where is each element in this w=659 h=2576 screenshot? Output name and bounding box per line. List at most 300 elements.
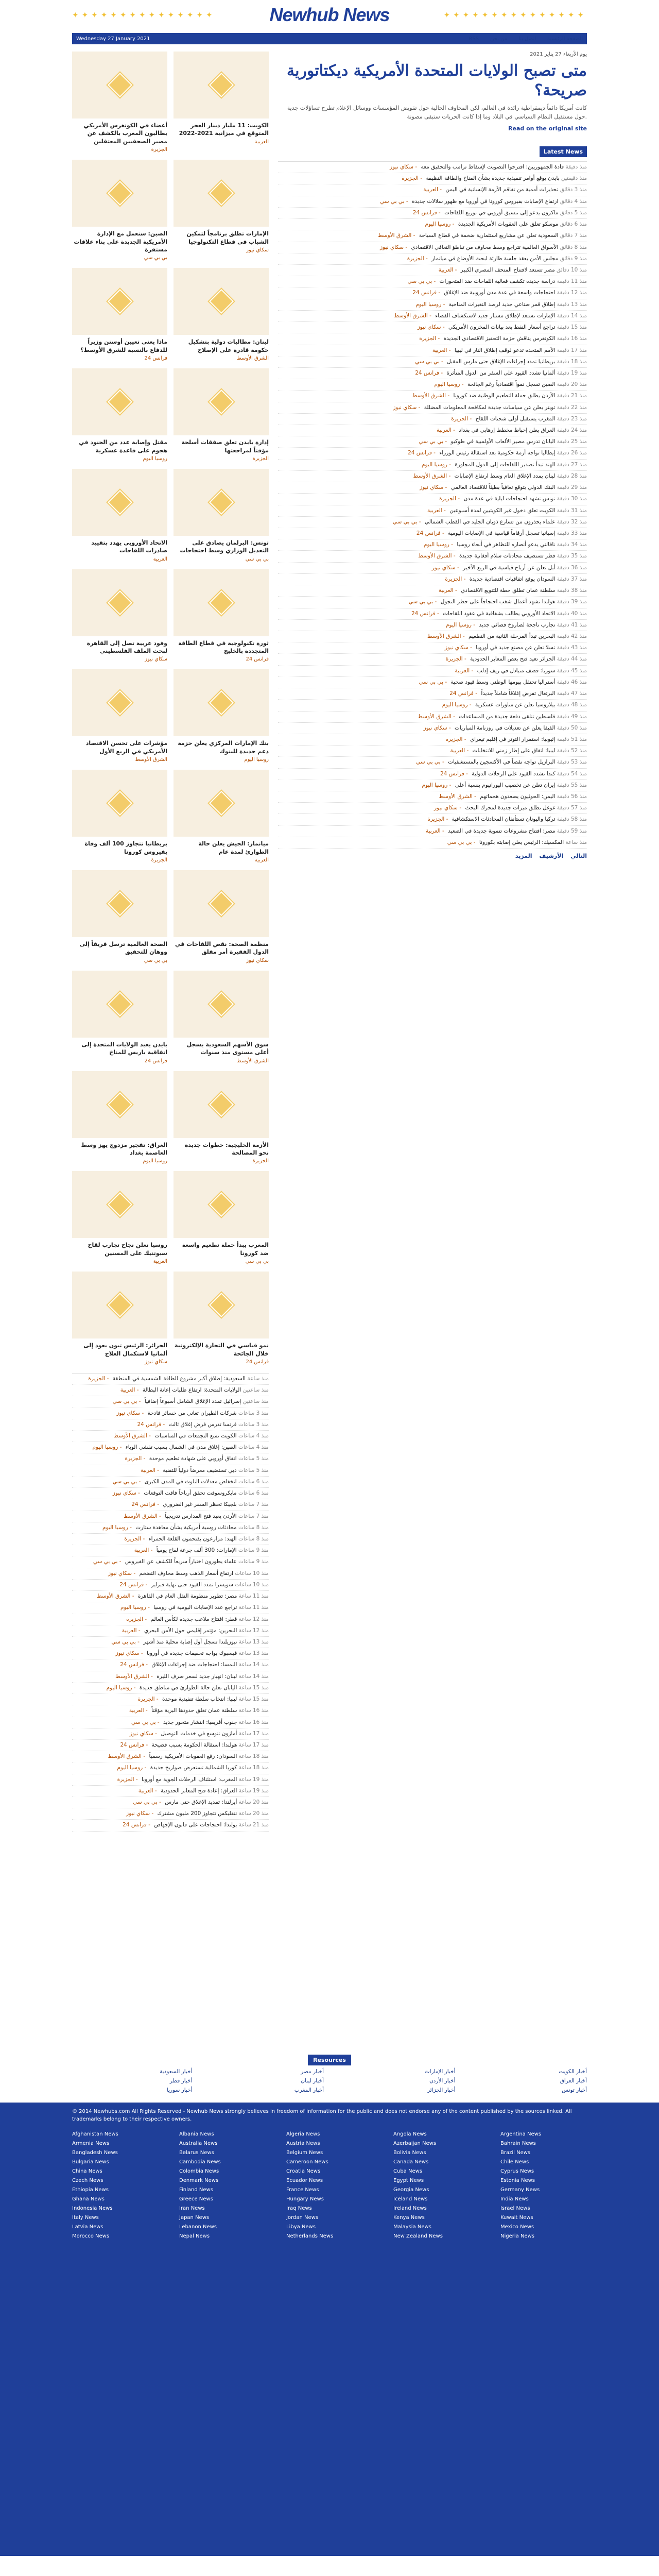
footer-country-link[interactable]: Germany News [500, 2187, 540, 2193]
item-source[interactable]: - فرانس 24 [119, 1581, 149, 1588]
list-item[interactable] [278, 184, 587, 196]
list-item[interactable] [72, 1408, 269, 1419]
item-source[interactable]: - بي بي سي [392, 518, 423, 525]
item-source[interactable]: - الجزيرة [451, 415, 474, 422]
thumbnail-image[interactable] [72, 160, 167, 227]
featured-tile[interactable] [174, 469, 269, 562]
thumbnail-image[interactable] [72, 1071, 167, 1138]
item-headline[interactable]: إسرائيل تمدد الإغلاق الشامل أسبوعاً إضافياً [144, 1398, 241, 1405]
list-item[interactable] [72, 1694, 269, 1705]
pagination-link[interactable]: التالي [570, 853, 587, 860]
item-source[interactable]: - فرانس 24 [440, 770, 470, 777]
item-source[interactable]: - الجزيرة [137, 1696, 161, 1703]
footer-country-link[interactable]: Cambodia News [179, 2159, 221, 2165]
resource-link[interactable]: أخبار المغرب [294, 2087, 324, 2093]
item-source[interactable]: - بي بي سي [408, 599, 439, 605]
footer-country-link[interactable]: Indonesia News [72, 2206, 113, 2211]
item-headline[interactable]: سويسرا تمدد القيود حتى نهاية فبراير [151, 1581, 233, 1588]
item-source[interactable]: - فرانس 24 [411, 610, 441, 617]
item-headline[interactable]: ألمانيا تشدد القيود على السفر من الدول المتأثرة [446, 369, 556, 376]
item-headline[interactable]: بريطانيا تمدد إجراءات الإغلاق حتى مارس المقبل [447, 358, 556, 365]
featured-tile[interactable] [72, 368, 167, 462]
item-source[interactable]: - فرانس 24 [416, 530, 446, 536]
resource-link[interactable]: أخبار العراق [560, 2078, 587, 2084]
item-headline[interactable]: إثيوبيا: استمرار التوتر في إقليم تيغراي [470, 736, 556, 742]
item-source[interactable]: - سكاي نيوز [380, 244, 409, 250]
item-headline[interactable]: البحرين تبدأ المرحلة الثانية من التطعيم [468, 633, 556, 639]
item-headline[interactable]: الهند تبدأ تصدير اللقاحات إلى الدول المجاورة [455, 461, 556, 468]
item-source[interactable]: - سكاي نيوز [423, 724, 453, 731]
featured-tile[interactable] [72, 268, 167, 361]
footer-country-link[interactable]: Belgium News [286, 2150, 323, 2156]
list-item[interactable] [72, 1396, 269, 1408]
item-source[interactable]: - سكاي نيوز [116, 1410, 146, 1416]
list-item[interactable] [278, 471, 587, 482]
item-source[interactable]: - روسيا اليوم [434, 381, 465, 388]
list-item[interactable] [278, 803, 587, 814]
item-headline[interactable]: الأسواق العالمية تتراجع وسط مخاوف من تباطؤ التعافي الاقتصادي [411, 244, 559, 250]
item-headline[interactable]: سلطنة عمان تغلق حدودها البرية مؤقتاً [151, 1707, 237, 1714]
resource-link[interactable]: أخبار قطر [169, 2078, 193, 2084]
item-headline[interactable]: إطلاق قمر صناعي جديد لرصد التغيرات المناخية [448, 301, 556, 308]
list-item[interactable] [278, 505, 587, 517]
item-source[interactable]: - روسيا اليوم [102, 1524, 134, 1531]
item-source[interactable]: - فرانس 24 [123, 1822, 152, 1828]
featured-tile[interactable] [174, 971, 269, 1064]
footer-country-link[interactable]: Libya News [286, 2224, 316, 2230]
item-source[interactable]: - روسيا اليوم [415, 301, 447, 308]
featured-tile[interactable] [72, 1272, 167, 1365]
list-item[interactable] [72, 1740, 269, 1751]
list-item[interactable] [72, 1728, 269, 1740]
list-item[interactable] [278, 265, 587, 276]
item-source[interactable]: - فرانس 24 [120, 1741, 150, 1748]
list-item[interactable] [278, 322, 587, 333]
item-headline[interactable]: البنك الدولي يتوقع تعافياً بطيئاً للاقتصاد العالمي [450, 484, 556, 491]
item-headline[interactable]: ليبيا: انتخاب سلطة تنفيذية موحدة [162, 1696, 237, 1703]
item-headline[interactable]: دراسة جديدة تكشف فعالية اللقاحات ضد المتحورات [439, 278, 556, 285]
list-item[interactable] [72, 1797, 269, 1808]
list-item[interactable] [72, 1751, 269, 1762]
footer-country-link[interactable]: Greece News [179, 2196, 213, 2202]
item-source[interactable]: - الشرق الأوسط [108, 1753, 147, 1760]
item-headline[interactable]: مصر: تطوير منظومة النقل العام في القاهرة [137, 1593, 237, 1600]
item-headline[interactable]: بلجيكا تحظر السفر غير الضروري [163, 1501, 237, 1508]
list-item[interactable] [72, 1374, 269, 1385]
item-headline[interactable]: اليابان تدرس مصير الألعاب الأولمبية في طوكيو [450, 438, 556, 445]
item-source[interactable]: - فرانس 24 [412, 290, 442, 296]
item-headline[interactable]: الأردن يطلق حملة التطعيم الوطنية ضد كورونا [453, 393, 556, 399]
item-source[interactable]: - روسيا اليوم [92, 1444, 124, 1451]
footer-country-link[interactable]: China News [72, 2168, 102, 2174]
resource-link[interactable]: أخبار مصر [301, 2069, 324, 2075]
list-item[interactable] [278, 482, 587, 494]
resource-link[interactable]: أخبار لبنان [301, 2078, 324, 2084]
featured-tile[interactable] [174, 1171, 269, 1264]
item-headline[interactable]: تجارب ناجحة لصاروخ فضائي جديد [479, 621, 556, 628]
item-source[interactable]: - العربية [134, 1547, 154, 1554]
footer-country-link[interactable]: Albania News [179, 2131, 214, 2137]
list-item[interactable] [278, 711, 587, 723]
item-headline[interactable]: السعودية تعلن عن مشاريع استثمارية ضخمة في قطاع السياحة [419, 232, 559, 239]
item-source[interactable]: - سكاي نيوز [126, 1810, 155, 1817]
thumbnail-image[interactable] [72, 669, 167, 736]
list-item[interactable] [72, 1453, 269, 1465]
featured-tile[interactable] [72, 160, 167, 261]
footer-country-link[interactable]: Israel News [500, 2206, 530, 2211]
list-item[interactable] [278, 745, 587, 757]
list-item[interactable] [278, 757, 587, 768]
resource-link[interactable]: أخبار سوريا [166, 2087, 193, 2093]
list-item[interactable] [278, 780, 587, 791]
list-item[interactable] [278, 585, 587, 597]
list-item[interactable] [72, 1705, 269, 1717]
item-source[interactable]: - العربية [438, 587, 459, 594]
footer-country-link[interactable]: Chile News [500, 2159, 529, 2165]
item-headline[interactable]: العراق يعلن إحباط مخطط إرهابي في بغداد [459, 427, 556, 434]
footer-country-link[interactable]: Cyprus News [500, 2168, 534, 2174]
list-item[interactable] [278, 528, 587, 539]
thumbnail-image[interactable] [174, 770, 269, 837]
list-item[interactable] [278, 666, 587, 677]
article-headline[interactable]: متى تصبح الولايات المتحدة الأمريكية ديكتاتورية صريحة؟ [286, 62, 587, 99]
item-headline[interactable]: تويتر يعلن عن سياسات جديدة لمكافحة المعلومات المضللة [424, 404, 556, 411]
featured-tile[interactable] [174, 52, 269, 152]
item-headline[interactable]: بايدن يوقع أوامر تنفيذية جديدة بشأن المناخ والطاقة النظيفة [426, 175, 560, 182]
list-item[interactable] [72, 1808, 269, 1820]
thumbnail-image[interactable] [174, 870, 269, 937]
featured-tile[interactable] [174, 1071, 269, 1164]
item-source[interactable]: - العربية [129, 1707, 149, 1714]
footer-country-link[interactable]: Iraq News [286, 2206, 312, 2211]
tile-headline[interactable]: منظمة الصحة: نقص اللقاحات في الدول الفقيرة أمر مقلق [175, 941, 269, 956]
thumbnail-image[interactable] [174, 569, 269, 636]
item-source[interactable]: - بي بي سي [111, 1638, 142, 1645]
list-item[interactable] [72, 1568, 269, 1580]
list-item[interactable] [278, 723, 587, 734]
tile-headline[interactable]: الكويت: 11 مليار دينار العجز المتوقع في ميزانية 2021-2022 [179, 122, 269, 137]
list-item[interactable] [278, 436, 587, 448]
featured-tile[interactable] [72, 669, 167, 762]
resource-link[interactable]: أخبار الإمارات [424, 2069, 456, 2075]
item-headline[interactable]: ارتفاع أسعار الذهب وسط مخاوف التضخم [139, 1570, 233, 1577]
item-source[interactable]: - بي بي سي [419, 679, 449, 685]
item-headline[interactable]: الاتحاد الأوروبي يطالب بشفافية في عقود اللقاحات [443, 610, 556, 617]
nav-link[interactable]: RSS [469, 36, 479, 42]
thumbnail-image[interactable] [174, 669, 269, 736]
footer-country-link[interactable]: Afghanistan News [72, 2131, 118, 2137]
footer-country-link[interactable]: Netherlands News [286, 2233, 334, 2239]
item-headline[interactable]: غوغل تطلق ميزات جديدة لمحرك البحث [465, 805, 556, 811]
thumbnail-image[interactable] [72, 1171, 167, 1238]
item-source[interactable]: - سكاي نيوز [129, 1730, 159, 1737]
item-headline[interactable]: إسبانيا تسجل أرقاماً قياسية في الإصابات اليومية [448, 530, 556, 536]
featured-tile[interactable] [174, 770, 269, 863]
footer-country-link[interactable]: Mexico News [500, 2224, 534, 2230]
item-headline[interactable]: السعودية: إطلاق أكبر مشروع للطاقة الشمسية في المنطقة [112, 1375, 246, 1382]
tile-headline[interactable]: ماذا يعني تعيين أوستن وزيراً للدفاع بالنسبة للشرق الأوسط؟ [80, 338, 167, 353]
item-headline[interactable]: اليابان تعلن حالة الطوارئ في مناطق جديدة [139, 1684, 237, 1691]
list-item[interactable] [72, 1614, 269, 1625]
list-item[interactable] [278, 276, 587, 287]
thumbnail-image[interactable] [72, 569, 167, 636]
item-headline[interactable]: سلطنة عمان تطلق خطة للتنويع الاقتصادي [461, 587, 556, 594]
item-headline[interactable]: ماكرون يدعو إلى تنسيق أوروبي في توزيع اللقاحات [444, 209, 559, 216]
list-item[interactable] [278, 345, 587, 357]
item-headline[interactable]: تونس تشهد احتجاجات ليلية في عدة مدن [463, 496, 556, 502]
item-source[interactable]: - فرانس 24 [408, 450, 438, 456]
list-item[interactable] [278, 196, 587, 208]
item-headline[interactable]: السودان يوقع اتفاقيات اقتصادية جديدة [469, 575, 556, 582]
thumbnail-image[interactable] [72, 870, 167, 937]
item-source[interactable]: - بي بي سي [447, 839, 477, 845]
footer-country-link[interactable]: Cameroon News [286, 2159, 328, 2165]
item-source[interactable]: - الشرق الأوسط [113, 1433, 153, 1439]
footer-country-link[interactable]: Malaysia News [393, 2224, 431, 2230]
tile-headline[interactable]: الجزائر: الرئيس تبون يعود إلى ألمانيا لاستكمال العلاج [83, 1342, 167, 1357]
thumbnail-image[interactable] [72, 1272, 167, 1338]
resource-link[interactable]: أخبار الجزائر [427, 2087, 456, 2093]
tile-headline[interactable]: الصحة العالمية ترسل فريقاً إلى ووهان للتحقيق [79, 941, 167, 956]
item-source[interactable]: - الجزيرة [427, 816, 450, 823]
list-item[interactable] [72, 1580, 269, 1591]
item-source[interactable]: - الشرق الأوسط [377, 232, 417, 239]
item-headline[interactable]: ارتفاع الإصابات بفيروس كورونا في أوروبا مع ظهور سلالات جديدة [412, 198, 559, 205]
footer-country-link[interactable]: Ecuador News [286, 2178, 323, 2183]
footer-country-link[interactable]: Iran News [179, 2206, 205, 2211]
list-item[interactable] [278, 517, 587, 528]
item-source[interactable]: - سكاي نيوز [108, 1570, 137, 1577]
item-headline[interactable]: شركات الطيران تعاني من خسائر فادحة [147, 1410, 237, 1416]
featured-tile[interactable] [72, 52, 167, 152]
footer-country-link[interactable]: Morocco News [72, 2233, 110, 2239]
item-headline[interactable]: البرتغال تفرض إغلاقاً شاملاً جديداً [481, 690, 556, 697]
item-headline[interactable]: تركيا واليونان تستأنفان المحادثات الاستكشافية [452, 816, 556, 823]
thumbnail-image[interactable] [174, 268, 269, 335]
nav-link[interactable]: من نحن [490, 36, 508, 42]
list-item[interactable] [278, 242, 587, 253]
list-item[interactable] [72, 1465, 269, 1477]
list-item[interactable] [72, 1534, 269, 1545]
pagination-link[interactable]: الأرشيف [539, 853, 564, 860]
item-source[interactable]: - العربية [450, 748, 471, 754]
footer-country-link[interactable]: Australia News [179, 2141, 218, 2146]
list-item[interactable] [278, 677, 587, 688]
nav-link[interactable]: الصفحة الرئيسية [547, 36, 583, 42]
item-headline[interactable]: أبل تعلن عن أرباح قياسية في الربع الأخير [463, 564, 556, 571]
tile-headline[interactable]: الاتحاد الأوروبي يهدد بتقييد صادرات اللقاحات [91, 539, 167, 554]
item-headline[interactable]: جنوب أفريقيا: انتشار متحور جديد [163, 1719, 237, 1725]
list-item[interactable] [72, 1648, 269, 1659]
list-item[interactable] [72, 1431, 269, 1442]
list-item[interactable] [72, 1522, 269, 1534]
item-source[interactable]: - العربية [438, 266, 459, 273]
thumbnail-image[interactable] [174, 160, 269, 227]
item-headline[interactable]: الفيفا يعلن عن تعديلات في روزنامة المباريات [455, 724, 556, 731]
item-source[interactable]: - روسيا اليوم [423, 541, 455, 548]
tile-headline[interactable]: نمو قياسي في التجارة الإلكترونية خلال الجائحة [174, 1342, 269, 1357]
item-headline[interactable]: نافالني يدعو أنصاره للتظاهر في أنحاء روسيا [457, 541, 556, 548]
list-item[interactable] [278, 448, 587, 459]
nav-link[interactable]: اتصل بنا [518, 36, 536, 42]
item-source[interactable]: - الجزيرة [445, 736, 468, 742]
footer-country-link[interactable]: Ghana News [72, 2196, 105, 2202]
item-source[interactable]: - فرانس 24 [449, 690, 479, 697]
list-item[interactable] [72, 1602, 269, 1614]
footer-country-link[interactable]: Jordan News [286, 2215, 319, 2221]
list-item[interactable] [72, 1683, 269, 1694]
tile-headline[interactable]: مؤشرات على تحسن الاقتصاد الأمريكي في الربع الأول [85, 740, 167, 755]
item-source[interactable]: - بي بي سي [112, 1478, 143, 1485]
item-source[interactable]: - العربية [120, 1387, 141, 1394]
item-source[interactable]: - روسيا اليوم [422, 461, 453, 468]
item-headline[interactable]: موسكو تعلق على العقوبات الأمريكية الجديدة [458, 221, 559, 228]
list-item[interactable] [72, 1637, 269, 1648]
item-headline[interactable]: كوريا الشمالية تستعرض صواريخ جديدة [150, 1765, 237, 1771]
list-item[interactable] [72, 1786, 269, 1797]
item-source[interactable]: - الجزيرة [88, 1375, 111, 1382]
item-headline[interactable]: فلسطين تتلقى دفعة جديدة من المساعدات [459, 713, 556, 720]
item-source[interactable]: - الجزيرة [125, 1455, 147, 1462]
footer-country-link[interactable]: Bolivia News [393, 2150, 426, 2156]
item-headline[interactable]: قطر: افتتاح ملاعب جديدة لكأس العالم [150, 1616, 237, 1622]
list-item[interactable] [72, 1442, 269, 1453]
list-item[interactable] [278, 425, 587, 436]
footer-country-link[interactable]: Algeria News [286, 2131, 320, 2137]
item-headline[interactable]: تسلا تعلن عن مصنع جديد في أوروبا [476, 645, 556, 651]
featured-tile[interactable] [72, 1171, 167, 1264]
item-source[interactable]: - الجزيرة [124, 1536, 147, 1542]
footer-country-link[interactable]: Czech News [72, 2178, 103, 2183]
item-headline[interactable]: الأمم المتحدة تدعو لوقف إطلاق النار في ليبيا [454, 347, 556, 353]
list-item[interactable] [278, 734, 587, 745]
item-headline[interactable]: المكسيك: الرئيس يعلن إصابته بكورونا [479, 839, 564, 845]
item-headline[interactable]: الكويت تمنع التجمعات في المناسبات [154, 1433, 237, 1439]
list-item[interactable] [278, 379, 587, 391]
footer-country-link[interactable]: Armenia News [72, 2141, 110, 2146]
item-source[interactable]: - الجزيرة [419, 335, 442, 342]
item-source[interactable]: - العربية [427, 507, 448, 514]
item-headline[interactable]: اتفاق أوروبي على شهادة تطعيم موحدة [149, 1455, 237, 1462]
list-item[interactable] [278, 253, 587, 265]
item-headline[interactable]: العراق: إعادة فتح المعابر الحدودية [161, 1787, 237, 1794]
footer-country-link[interactable]: Azerbaijan News [393, 2141, 437, 2146]
item-headline[interactable]: أستراليا تحتفل بيومها الوطني وسط قيود صحية [450, 679, 556, 685]
featured-tile[interactable] [174, 870, 269, 963]
footer-country-link[interactable]: Kuwait News [500, 2215, 533, 2221]
list-item[interactable] [72, 1556, 269, 1568]
item-source[interactable]: - روسيا اليوم [422, 782, 453, 788]
item-source[interactable]: - العربية [425, 827, 446, 834]
item-source[interactable]: - سكاي نيوز [431, 564, 461, 571]
thumbnail-image[interactable] [174, 368, 269, 435]
item-source[interactable]: - سكاي نيوز [417, 324, 446, 331]
item-source[interactable]: - الشرق الأوسط [124, 1513, 163, 1519]
thumbnail-image[interactable] [174, 1272, 269, 1338]
thumbnail-image[interactable] [174, 469, 269, 536]
item-headline[interactable]: البحرين: مؤتمر إقليمي حول الأمن البحري [144, 1627, 237, 1634]
item-headline[interactable]: الصين تسجل نمواً اقتصادياً رغم الجائحة [467, 381, 556, 388]
item-headline[interactable]: أيرلندا: تمديد الإغلاق حتى مارس [165, 1799, 237, 1806]
footer-country-link[interactable]: Estonia News [500, 2178, 535, 2183]
footer-country-link[interactable]: Cuba News [393, 2168, 422, 2174]
list-item[interactable] [278, 654, 587, 665]
item-source[interactable]: - العربية [423, 187, 444, 193]
footer-country-link[interactable]: Croatia News [286, 2168, 321, 2174]
thumbnail-image[interactable] [72, 469, 167, 536]
item-source[interactable]: - روسيا اليوم [120, 1604, 152, 1611]
item-source[interactable]: - روسيا اليوم [442, 702, 474, 708]
list-item[interactable] [278, 826, 587, 837]
tile-headline[interactable]: مقتل وإصابة عدد من الجنود في هجوم على قاعدة عسكرية [79, 439, 167, 454]
featured-tile[interactable] [174, 569, 269, 663]
pagination-link[interactable]: المزيد [515, 853, 532, 860]
item-source[interactable]: - سكاي نيوز [393, 404, 422, 411]
item-headline[interactable]: نيوزيلندا تسجل أول إصابة محلية منذ أشهر [143, 1638, 237, 1645]
item-headline[interactable]: نتفليكس تتجاوز 200 مليون مشترك [157, 1810, 237, 1817]
footer-country-link[interactable]: Ethiopia News [72, 2187, 109, 2193]
item-headline[interactable]: هولندا: استقالة الحكومة بسبب فضيحة [151, 1741, 237, 1748]
item-headline[interactable]: انخفاض معدلات التلوث في المدن الكبرى [144, 1478, 237, 1485]
item-source[interactable]: - العربية [122, 1627, 142, 1634]
tile-headline[interactable]: أعضاء في الكونغرس الأمريكي يطالبون المغرب بالكشف عن مصير الصحفيين المعتقلين [83, 122, 167, 145]
item-source[interactable]: - الجزيرة [439, 496, 462, 502]
item-headline[interactable]: الكويت تعلق دخول غير الكويتيين لمدة أسبوعين [449, 507, 556, 514]
list-item[interactable] [72, 1625, 269, 1637]
list-item[interactable] [278, 837, 587, 849]
list-item[interactable] [278, 494, 587, 505]
item-source[interactable]: - فرانس 24 [415, 369, 445, 376]
item-source[interactable]: - سكاي نيوز [444, 645, 474, 651]
list-item[interactable] [278, 402, 587, 414]
list-item[interactable] [278, 208, 587, 219]
item-source[interactable]: - روسيا اليوم [117, 1765, 148, 1771]
item-source[interactable]: - سكاي نيوز [112, 1490, 142, 1497]
item-headline[interactable]: تراجع أسعار النفط بعد بيانات المخزون الأمريكي [448, 324, 556, 331]
footer-country-link[interactable]: Egypt News [393, 2178, 424, 2183]
tile-headline[interactable]: بريطانيا تتجاوز 100 ألف وفاة بفيروس كورونا [84, 840, 167, 855]
list-item[interactable] [72, 1499, 269, 1511]
item-headline[interactable]: مجلس الأمن يعقد جلسة طارئة لبحث الأوضاع في ميانمار [431, 255, 559, 262]
item-headline[interactable]: كندا تشدد القيود على الرحلات الدولية [472, 770, 556, 777]
item-headline[interactable]: الإمارات: 300 ألف جرعة لقاح يومياً [156, 1547, 237, 1554]
item-headline[interactable]: السودان: رفع العقوبات الأمريكية رسمياً [149, 1753, 237, 1760]
resource-link[interactable]: أخبار السعودية [160, 2069, 193, 2075]
item-source[interactable]: - بي بي سي [93, 1558, 123, 1565]
list-item[interactable] [278, 551, 587, 562]
item-source[interactable]: - العربية [455, 667, 475, 674]
item-source[interactable]: - بي بي سي [133, 1799, 163, 1806]
list-item[interactable] [278, 642, 587, 654]
item-source[interactable]: - الشرق الأوسط [427, 633, 466, 639]
item-headline[interactable]: دبي تستضيف معرضاً دولياً للتقنية [163, 1467, 237, 1473]
item-source[interactable]: - الشرق الأوسط [439, 793, 478, 800]
item-headline[interactable]: علماء يحذرون من تسارع ذوبان الجليد في القطب الشمالي [424, 518, 556, 525]
featured-tile[interactable] [72, 770, 167, 863]
item-source[interactable]: - العربية [141, 1467, 161, 1473]
item-headline[interactable]: الصين: إغلاق مدن في الشمال بسبب تفشي الوباء [125, 1444, 237, 1451]
footer-country-link[interactable]: Canada News [393, 2159, 429, 2165]
featured-tile[interactable] [72, 569, 167, 663]
tile-headline[interactable]: ثورة تكنولوجية في قطاع الطاقة المتجددة بالخليج [178, 639, 269, 655]
item-source[interactable]: - الجزيرة [445, 656, 469, 663]
featured-tile[interactable] [174, 268, 269, 361]
item-headline[interactable]: احتجاجات واسعة في عدة مدن أوروبية ضد الإغلاق [444, 290, 556, 296]
resource-link[interactable]: أخبار الأردن [429, 2078, 456, 2084]
footer-country-link[interactable]: India News [500, 2196, 529, 2202]
footer-country-link[interactable]: New Zealand News [393, 2233, 443, 2239]
footer-country-link[interactable]: Belarus News [179, 2150, 214, 2156]
